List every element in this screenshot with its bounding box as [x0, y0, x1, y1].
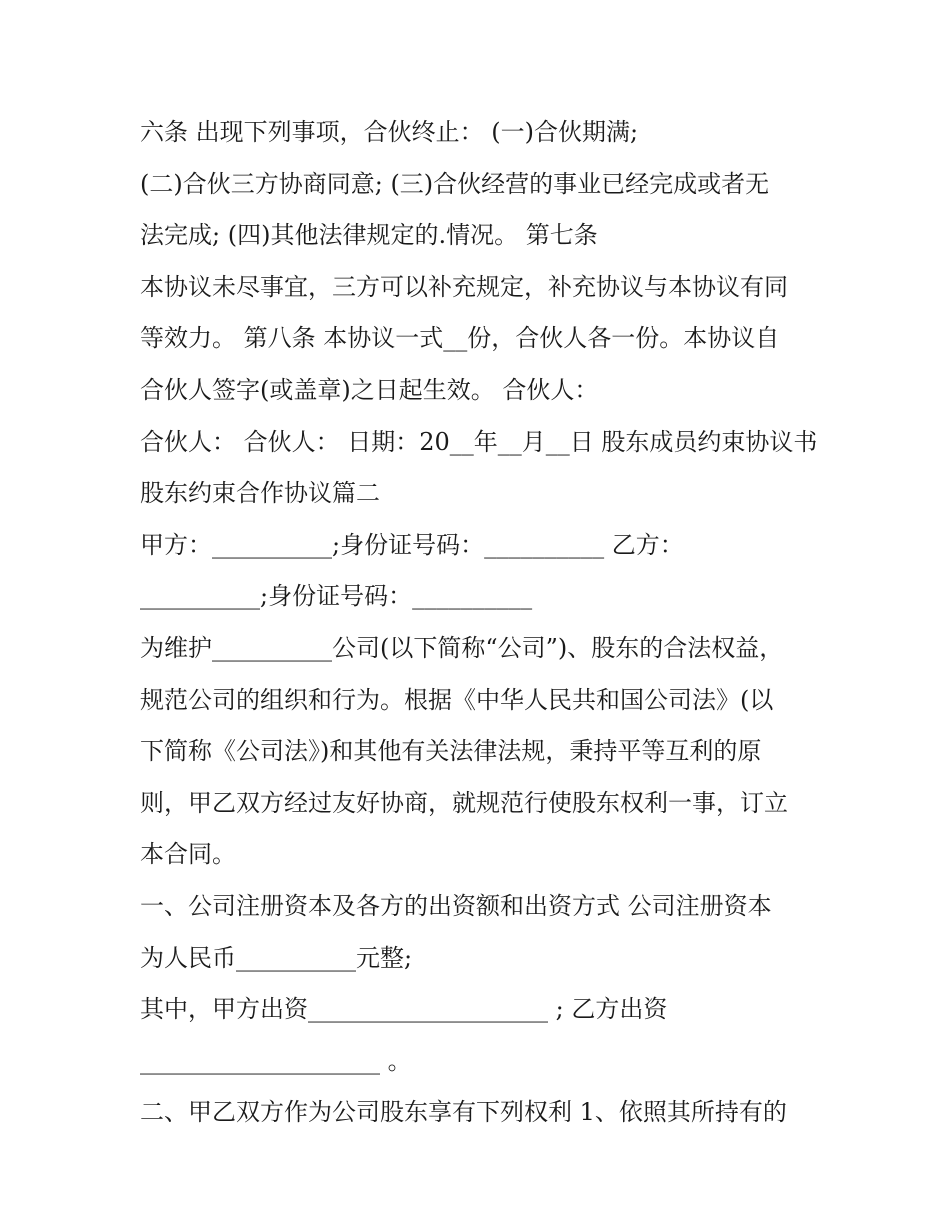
- text-line: 则，甲乙双方经过友好协商，就规范行使股东权利一事，订立: [140, 788, 788, 817]
- text-line: 其中，甲方出资____________________ ; 乙方出资: [140, 995, 668, 1024]
- text-line: 等效力。 第八条 本协议一式__份，合伙人各一份。本协议自: [140, 324, 780, 353]
- text-line: 六条 出现下列事项，合伙终止： (一)合伙期满;: [140, 118, 639, 146]
- text-line: 甲方：__________;身份证号码：__________ 乙方：: [140, 530, 684, 559]
- text-line: 为维护__________公司(以下简称“公司”)、股东的合法权益，: [140, 633, 784, 662]
- text-line: 本协议未尽事宜，三方可以补充规定，补充协议与本协议有同: [140, 272, 788, 301]
- document-body: [140, 107, 830, 1139]
- text-line: 合伙人签字(或盖章)之日起生效。 合伙人：: [140, 375, 599, 404]
- text-line: 为人民币__________元整;: [140, 943, 413, 972]
- text-line: 法完成; (四)其他法律规定的.情况。 第七条: [140, 221, 598, 250]
- text-line: 下简称《公司法》)和其他有关法律法规，秉持平等互利的原: [140, 737, 762, 766]
- text-line: 一、公司注册资本及各方的出资额和出资方式 公司注册资本: [140, 891, 772, 920]
- text-line: 规范公司的组织和行为。根据《中华人民共和国公司法》(以: [140, 685, 774, 714]
- text-line: ____________________ 。: [140, 1046, 412, 1075]
- text-line: 本合同。: [140, 840, 236, 869]
- section-title: 股东约束合作协议篇二: [140, 479, 380, 508]
- text-line: __________;身份证号码：__________: [140, 582, 533, 611]
- text-line: 二、甲乙双方作为公司股东享有下列权利 1、依照其所持有的: [140, 1098, 787, 1127]
- text-line: (二)合伙三方协商同意; (三)合伙经营的事业已经完成或者无: [140, 169, 770, 198]
- text-line: 合伙人： 合伙人： 日期：20__年__月__日 股东成员约束协议书: [140, 427, 818, 456]
